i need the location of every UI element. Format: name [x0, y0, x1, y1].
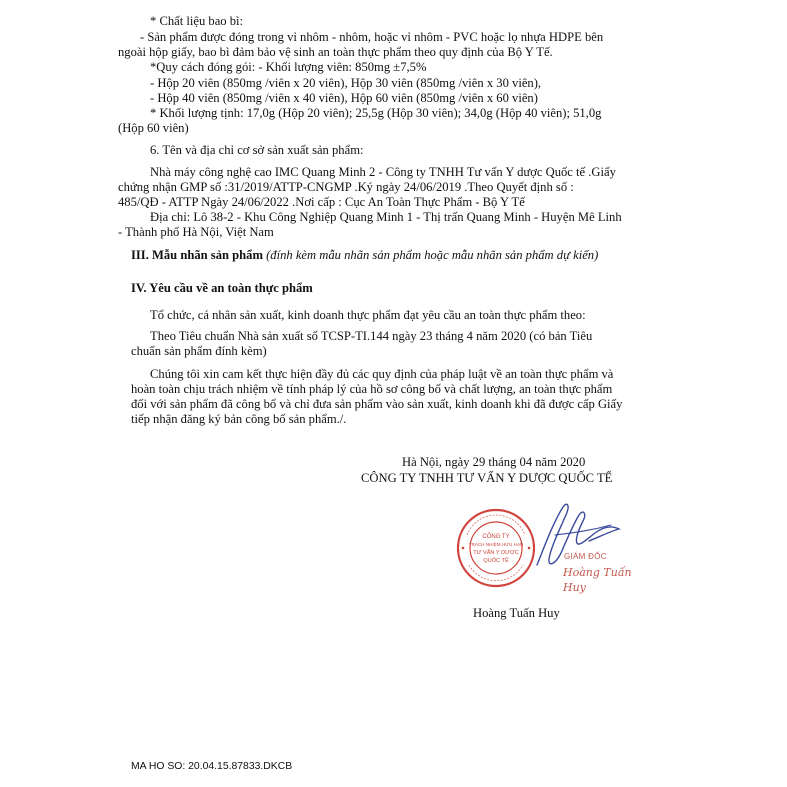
signature-block — [455, 495, 645, 605]
manufacturer-heading: 6. Tên và địa chỉ cơ sở sản xuất sản phẩm: — [150, 143, 364, 157]
svg-text:TRÁCH NHIỆM HỮU HẠN: TRÁCH NHIỆM HỮU HẠN — [468, 542, 524, 547]
manufacturer-address-1: Địa chỉ: Lô 38-2 - Khu Công Nghiệp Quang Minh 1 - Thị trấn Quang Minh - Huyện Mê Linh — [150, 210, 622, 224]
director-title-stamp: GIÁM ĐỐC — [564, 552, 607, 561]
section-3-note: (đính kèm mẫu nhãn sản phẩm hoặc mẫu nhãn sản phẩm dự kiến) — [266, 248, 599, 262]
signing-date: Hà Nội, ngày 29 tháng 04 năm 2020 — [402, 455, 586, 469]
net-weight-line-2: (Hộp 60 viên) — [118, 121, 189, 135]
material-line-2: ngoài hộp giấy, bao bì đảm bảo vệ sinh an toàn thực phẩm theo quy định của Bộ Y Tế. — [118, 45, 553, 59]
box-size-line-2: - Hộp 40 viên (850mg /viên x 40 viên), Hộp 60 viên (850mg /viên x 60 viên) — [150, 91, 538, 105]
box-size-line-1: - Hộp 20 viên (850mg /viên x 20 viên), Hộp 30 viên (850mg /viên x 30 viên), — [150, 76, 542, 90]
signer-name: Hoàng Tuấn Huy — [473, 606, 560, 620]
standard-line-2: chuẩn sản phẩm đính kèm) — [131, 344, 267, 358]
manufacturer-address-2: - Thành phố Hà Nội, Việt Nam — [118, 225, 274, 239]
manufacturer-line-1: Nhà máy công nghệ cao IMC Quang Minh 2 - Công ty TNHH Tư vấn Y dược Quốc tế .Giấy — [150, 165, 616, 179]
standard-line-1: Theo Tiêu chuẩn Nhà sản xuất số TCSP-TI.144 ngày 23 tháng 4 năm 2020 (có bản Tiêu — [150, 329, 593, 343]
material-heading: * Chất liệu bao bì: — [150, 14, 244, 28]
manufacturer-line-2: chứng nhận GMP số :31/2019/ATTP-CNGMP .Ký ngày 24/06/2019 .Theo Quyết định số : — [118, 180, 574, 194]
packaging-spec-line: *Quy cách đóng gói: - Khối lượng viên: 850mg ±7,5% — [150, 60, 427, 74]
material-line-1: - Sản phẩm được đóng trong vỉ nhôm - nhôm, hoặc vỉ nhôm - PVC hoặc lọ nhựa HDPE bên — [140, 30, 604, 44]
commitment-line-3: đối với sản phẩm đã công bố và chỉ đưa sản phẩm vào sản xuất, kinh doanh khi đã được cấp Giấy — [131, 397, 623, 411]
svg-text:CÔNG TY: CÔNG TY — [482, 534, 510, 540]
svg-text:QUỐC TẾ: QUỐC TẾ — [483, 558, 509, 564]
net-weight-line-1: * Khối lượng tịnh: 17,0g (Hộp 20 viên); 25,5g (Hộp 30 viên); 34,0g (Hộp 40 viên); 51,0g — [150, 106, 602, 120]
commitment-line-1: Chúng tôi xin cam kết thực hiện đầy đủ các quy định của pháp luật về an toàn thực phẩm và — [150, 367, 614, 381]
director-name-stamp: Hoàng Tuấn Huy — [563, 566, 632, 595]
dossier-code: MA HO SO: 20.04.15.87833.DKCB — [131, 761, 293, 772]
section-4-title: IV. Yêu cầu về an toàn thực phẩm — [131, 281, 313, 295]
svg-text:TƯ VẤN Y DƯỢC: TƯ VẤN Y DƯỢC — [473, 550, 519, 556]
section-3-title: III. Mẫu nhãn sản phẩm — [131, 248, 263, 262]
signing-company: CÔNG TY TNHH TƯ VẤN Y DƯỢC QUỐC TẾ — [361, 471, 613, 485]
section-4-paragraph-1: Tổ chức, cá nhân sản xuất, kinh doanh thực phẩm đạt yêu cầu an toàn thực phẩm theo: — [150, 308, 586, 322]
manufacturer-line-3: 485/QĐ - ATTP Ngày 24/06/2022 .Nơi cấp : Cục An Toàn Thực Phẩm - Bộ Y Tế — [118, 195, 525, 209]
commitment-line-4: tiếp nhận đăng ký bản công bố sản phẩm./. — [131, 412, 347, 426]
section-3-heading — [131, 248, 598, 263]
commitment-line-2: hoàn toàn chịu trách nhiệm về tính pháp lý của hồ sơ công bố và chất lượng, an toàn thực phẩm — [131, 382, 613, 396]
